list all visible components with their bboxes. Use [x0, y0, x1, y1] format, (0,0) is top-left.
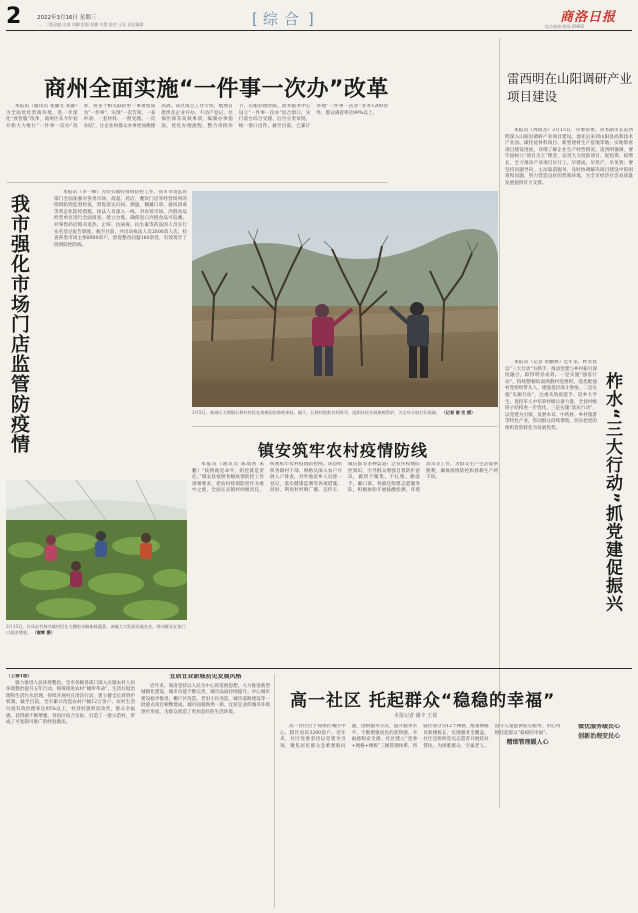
orchard-photo-image	[192, 191, 498, 407]
greenhouse-photo-image	[6, 480, 187, 620]
village-story-title: 镇安筑牢农村疫情防线	[258, 441, 429, 460]
bottom-section-divider	[6, 668, 632, 669]
masthead-divider	[6, 30, 632, 31]
community-body-text: 高一社区位于商州区城区中心，辖区居民3200余户，近年来，社区党委坚持以党建为引领，聚焦居民群众急难愁盼问题，创新服务方式，提升服务水平，不断增强居民的获得感、幸福感和安全感。社区建立“党委+网格+楼栋”三级管理体系，将辖区划分为12个网格，配备网格员和楼栋长，实现服务全覆盖。社区还组织党员志愿者开展结对帮扶，为困难群众、空巢老人、留守儿童提供贴心服务，用心用情托起群众“稳稳的幸福”。	[280, 724, 561, 749]
community-byline: 本报记者 谢丰 王倩	[394, 713, 438, 719]
greenhouse-photo-caption-text: 3月13日，丹凤县竹林关镇村民在大棚里采摘新鲜蔬菜。该镇大力发展设施农业，带动群众在家门口就业增收。	[6, 624, 186, 635]
community-subhead-3: 创新治理安民心	[578, 732, 621, 740]
village-story-body-text: 本报讯（通讯员 陈瑞智 朱 鹏）“疫情就是命令，防控就是责任。”镇安县按照各级疫情防控工作部署要求，把农村疫情防控作为重中之重，全面压实镇村两级责任，织密织牢农村疫情防控网。该县组织各镇村干部、网格员深入农户开展入户排查，对外地返乡人员逐一登记，落实健康监测等各项措施。同时，利用村村响广播、宣传车、微信群等多种渠道广泛宣传疫情防控知识，引导群众增强自我防护意识，做到不聚集、不扎堆、勤洗手、戴口罩。各镇还组建志愿服务队，积极协助开展核酸检测、环境消杀等工作，为群众生产生活提供便利，确保疫情防控和春耕生产两不误。	[192, 462, 498, 494]
zhashui-story-title: 柞水“三大行动”抓党建促振兴	[602, 372, 622, 613]
zhashui-story-body	[505, 360, 597, 665]
epidemic-story-body	[54, 190, 187, 475]
community-body	[280, 724, 632, 908]
continued-story	[6, 674, 270, 908]
continued-body-1: 强力推进人居环境整治。全市各级各部门深入实施农村人居环境整治提升五年行动，统筹推进农村“厕所革命”、生活垃圾治理和生活污水治理，持续开展村庄清洁行动，建立健全长效管护机制。截至目前，全市累计改造农村户厕12万余户，农村生活垃圾有效治理率达95%以上，村容村貌明显改善，群众幸福感、获得感不断增强。各县区结合实际，打造了一批示范村，形成了可复制可推广的经验做法。	[6, 680, 135, 726]
section-label: [ 综合 ]	[252, 10, 316, 28]
greenhouse-photo	[6, 480, 187, 620]
right-story-body	[505, 128, 633, 356]
community-subhead-2: 做优服务暖民心	[578, 724, 621, 730]
right-story-body-text: 本报讯（周锐杰）3月15日，市委常委、常务副市长雷西明深入山阳县调研产业项目建设。他先后来到山阳县高新技术产业园、碳化硅材料项目、新型建材生产基地等地，实地察看项目建设进度，详细了解企业生产经营情况。雷西明强调，要牢固树立“项目为王”理念，以更大力度抓项目、促投资、稳增长，全力推动产业项目早开工、早建成、早投产、早见效；要坚持问题导向，主动靠前服务，及时协调解决项目建设中的困难和问题，努力营造良好的营商环境，为全市经济社会高质量发展提供有力支撑。	[505, 128, 633, 186]
main-headline: 商州全面实施“一件事一次办”改革	[44, 77, 389, 102]
issue-date: 2022年3月16日 星期三	[37, 15, 97, 21]
community-title: 高一社区 托起群众“稳稳的幸福”	[290, 691, 556, 711]
community-left-divider	[274, 674, 275, 908]
greenhouse-photo-caption	[6, 624, 187, 664]
continued-label: （上接1版）	[6, 674, 33, 679]
continued-body-2: 近年来，商洛坚持以人民为中心的发展思想，大力推进新型城镇化建设，城市功能不断完善，城市品质持续提升。中心城市建设稳步推进，棚户区改造、老旧小区改造、城市道路建设等一批重点项目相继建成，城市面貌焕然一新，宜居宜业的城市环境逐步形成，为群众创造了更加美好的生活环境。	[141, 683, 270, 715]
orchard-photo-caption-text: 3月5日，商州区大荆镇石桥村村民在果树园里修剪果枝。眼下，石桥村抢抓有利时节，组织村民开展果树管护，为全年丰收打好基础。	[192, 410, 441, 415]
masthead-subline: 一、二版责编:庄满 刘卿 组版:张鹏 许慧 校对:王宏 责任编辑	[37, 22, 144, 27]
epidemic-story-body-text: 本报讯（李一峰）为切实做好疫情防控工作，我市市场监管部门全面加强对各类市场、商超、药店、餐饮门店等经营场所的疫情防控监督检查，督促落实扫码、测温、佩戴口罩、通风消毒等常态化防控措施。执法人员深入一线，对农贸市场、冷链食品经营单位进行全面排查，建立台账，确保进口冷链食品可追溯。对零售药店购买退热、止咳、抗病毒、抗生素等药品的人员实行实名登记报告制度。截至目前，共出动执法人员2600余人次，检查各类市场主体8900余户，督促整改问题180余处，有效筑牢了疫情防控防线。	[54, 190, 187, 248]
section-name: 综合	[262, 10, 305, 28]
paper-logo: 商洛日报	[560, 10, 617, 25]
main-headline-body	[6, 104, 388, 176]
right-story-title: 雷西明在山阳调研产业项目建设	[507, 71, 633, 104]
community-subhead-1: 精细管理暖人心	[506, 739, 549, 747]
epidemic-story-title: 我市强化市场门店监管防疫情	[8, 194, 30, 454]
page-number: 2	[6, 4, 22, 29]
masthead-hotline: 综合新闻·热线:29692	[545, 24, 585, 29]
headline-divider	[6, 182, 388, 183]
continued-subhead: 宜居宜业新城初见发展风格	[169, 674, 242, 680]
greenhouse-photo-credit: （谢辉 摄）	[32, 630, 55, 635]
orchard-photo	[192, 191, 498, 407]
orchard-photo-caption	[192, 410, 498, 424]
village-story-body	[192, 462, 498, 662]
orchard-photo-credit: （记者 谢 宏 摄）	[441, 410, 476, 415]
village-top-divider	[192, 426, 498, 427]
zhashui-story-body-text: 本报讯（记者 余鹏林）近年来，柞水县以“三大行动”为抓手，推动党建与乡村振兴深度融合，取得明显成效。一是实施“强基行动”，持续整顿软弱涣散村党组织，选优配强村党组织带头人，建强基层战斗堡垒。二是实施“头雁行动”，注重从致富能手、返乡大学生、退役军人中培养村级后备力量，全县村级班子结构进一步优化。三是实施“富民行动”，以党建为引领，发展木耳、中药材、乡村旅游等特色产业，带动群众持续增收，切实把党的组织优势转化为发展优势。	[505, 360, 597, 431]
main-headline-body-text: 本报讯（通讯员 张馨文 朱静）为全面优化营商环境，进一步深化“放管服”改革，商州区从今年初开始大力推行“一件事一次办”改革，将多个相关联的单一事项集成为“一件事”，实现“一次告知、一表申请、一套材料、一窗受理、一次办结”，让企业和群众办事更加便捷高效。该区成立工作专班，梳理首批涉及企业开办、不动产登记、社保医保等高频事项，编制办事指南，优化办理流程，整合审批环节，压缩办理时限。政务服务中心设立“一件事一次办”综合窗口，实行前台综合受理、后台分类审批、统一窗口出件。截至目前，已累计办理“一件事一次办”业务1200余件，群众满意率达99%以上。	[6, 104, 388, 129]
